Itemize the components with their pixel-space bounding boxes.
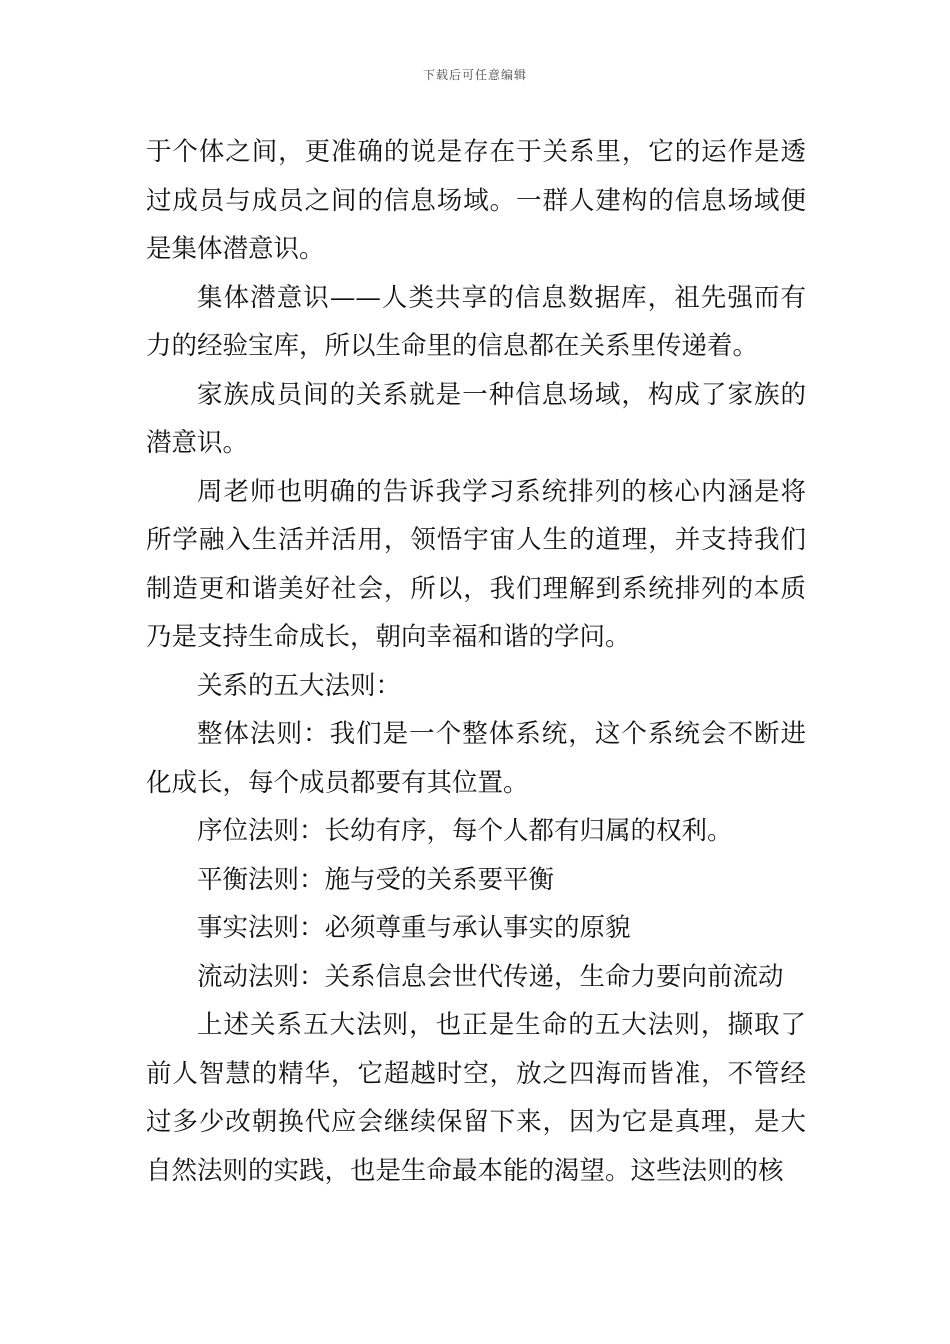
paragraph: 周老师也明确的告诉我学习系统排列的核心内涵是将所学融入生活并活用，领悟宇宙人生的道理，并支持我们制造更和谐美好社会，所以，我们理解到系统排列的本质乃是支持生命成长，朝向幸福和谐的学问。 bbox=[146, 476, 806, 652]
rule-item-balance: 平衡法则：施与受的关系要平衡 bbox=[197, 864, 555, 895]
paragraph: 家族成员间的关系就是一种信息场域，构成了家族的潜意识。 bbox=[146, 379, 806, 458]
paragraph: 集体潜意识——人类共享的信息数据库，祖先强而有力的经验宝库，所以生命里的信息都在关系里传递着。 bbox=[146, 282, 806, 361]
document-body bbox=[146, 128, 806, 1195]
paragraph: 上述关系五大法则，也正是生命的五大法则，撷取了前人智慧的精华，它超越时空，放之四海而皆准，不管经过多少改朝换代应会继续保留下来，因为它是真理，是大自然法则的实践，也是生命最本能的渴望。这些法则的核 bbox=[146, 1010, 806, 1186]
paragraph-continuation: 于个体之间，更准确的说是存在于关系里，它的运作是透过成员与成员之间的信息场域。一群人建构的信息场域便是集体潜意识。 bbox=[146, 137, 806, 264]
page-header-note: 下载后可任意编辑 bbox=[422, 68, 527, 82]
rule-item-order: 序位法则：长幼有序，每个人都有归属的权利。 bbox=[197, 816, 733, 846]
rule-item-flow: 流动法则：关系信息会世代传递，生命力要向前流动 bbox=[197, 961, 784, 992]
section-heading: 关系的五大法则： bbox=[197, 670, 402, 701]
rule-item-whole: 整体法则：我们是一个整体系统，这个系统会不断进化成长，每个成员都要有其位置。 bbox=[146, 719, 806, 798]
rule-item-fact: 事实法则：必须尊重与承认事实的原貌 bbox=[197, 913, 631, 943]
